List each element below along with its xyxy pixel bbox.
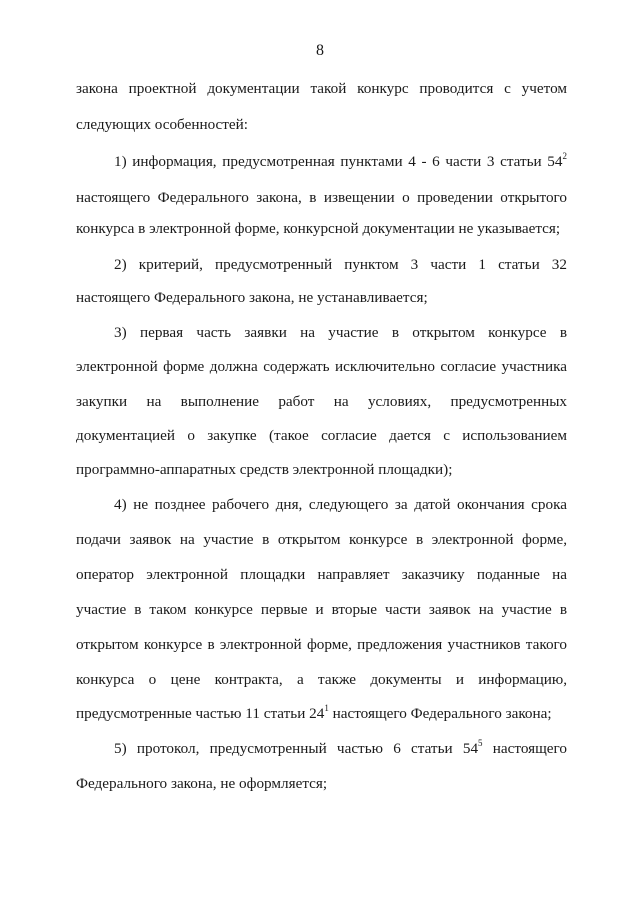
text-line-2: следующих особенностей: xyxy=(76,116,249,133)
text-line-11: документацией о закупке (такое согласие дается с использованием xyxy=(76,427,567,444)
text-line-14: подачи заявок на участие в открытом конкурсе в электронной форме, xyxy=(76,531,567,548)
text-line-20-part-b: настоящего xyxy=(492,740,567,757)
text-line-6: 2) критерий, предусмотренный пунктом 3 части 1 статьи 32 xyxy=(114,256,567,273)
text-line-15: оператор электронной площадки направляет заказчику поданные на xyxy=(76,566,567,583)
text-line-3 xyxy=(114,152,567,172)
text-line-9: электронной форме должна содержать исключительно согласие участника xyxy=(76,358,567,375)
superscript-54-2: 2 xyxy=(562,150,567,161)
superscript-24-1: 1 xyxy=(324,702,329,713)
text-line-17: открытом конкурсе в электронной форме, предложения участников такого xyxy=(76,636,567,653)
superscript-54-5: 5 xyxy=(478,737,483,748)
text-line-19 xyxy=(76,704,567,724)
text-line-12: программно-аппаратных средств электронной площадки); xyxy=(76,461,453,478)
text-line-21: Федерального закона, не оформляется; xyxy=(76,775,328,792)
text-line-8: 3) первая часть заявки на участие в открытом конкурсе в xyxy=(114,324,567,341)
text-line-1: закона проектной документации такой конкурс проводится с учетом xyxy=(76,80,567,97)
text-line-18: конкурса о цене контракта, а также документы и информацию, xyxy=(76,671,567,688)
text-line-19-part-b: настоящего Федерального закона; xyxy=(332,705,552,722)
text-line-16: участие в таком конкурсе первые и вторые части заявок на участие в xyxy=(76,601,567,618)
text-line-20 xyxy=(114,739,567,759)
text-line-13: 4) не позднее рабочего дня, следующего за датой окончания срока xyxy=(114,496,567,513)
page-number: 8 xyxy=(316,42,324,59)
text-line-19-part-a: предусмотренные частью 11 статьи 24 xyxy=(76,705,325,722)
text-line-7: настоящего Федерального закона, не устанавливается; xyxy=(76,289,428,306)
text-line-4: настоящего Федерального закона, в извещении о проведении открытого xyxy=(76,189,567,206)
text-line-5: конкурса в электронной форме, конкурсной документации не указывается; xyxy=(76,220,561,237)
text-line-10: закупки на выполнение работ на условиях, предусмотренных xyxy=(76,393,567,410)
text-line-20-part-a: 5) протокол, предусмотренный частью 6 статьи 54 xyxy=(114,740,479,757)
text-line-3-body: 1) информация, предусмотренная пунктами 4 - 6 части 3 статьи 54 xyxy=(114,153,563,170)
